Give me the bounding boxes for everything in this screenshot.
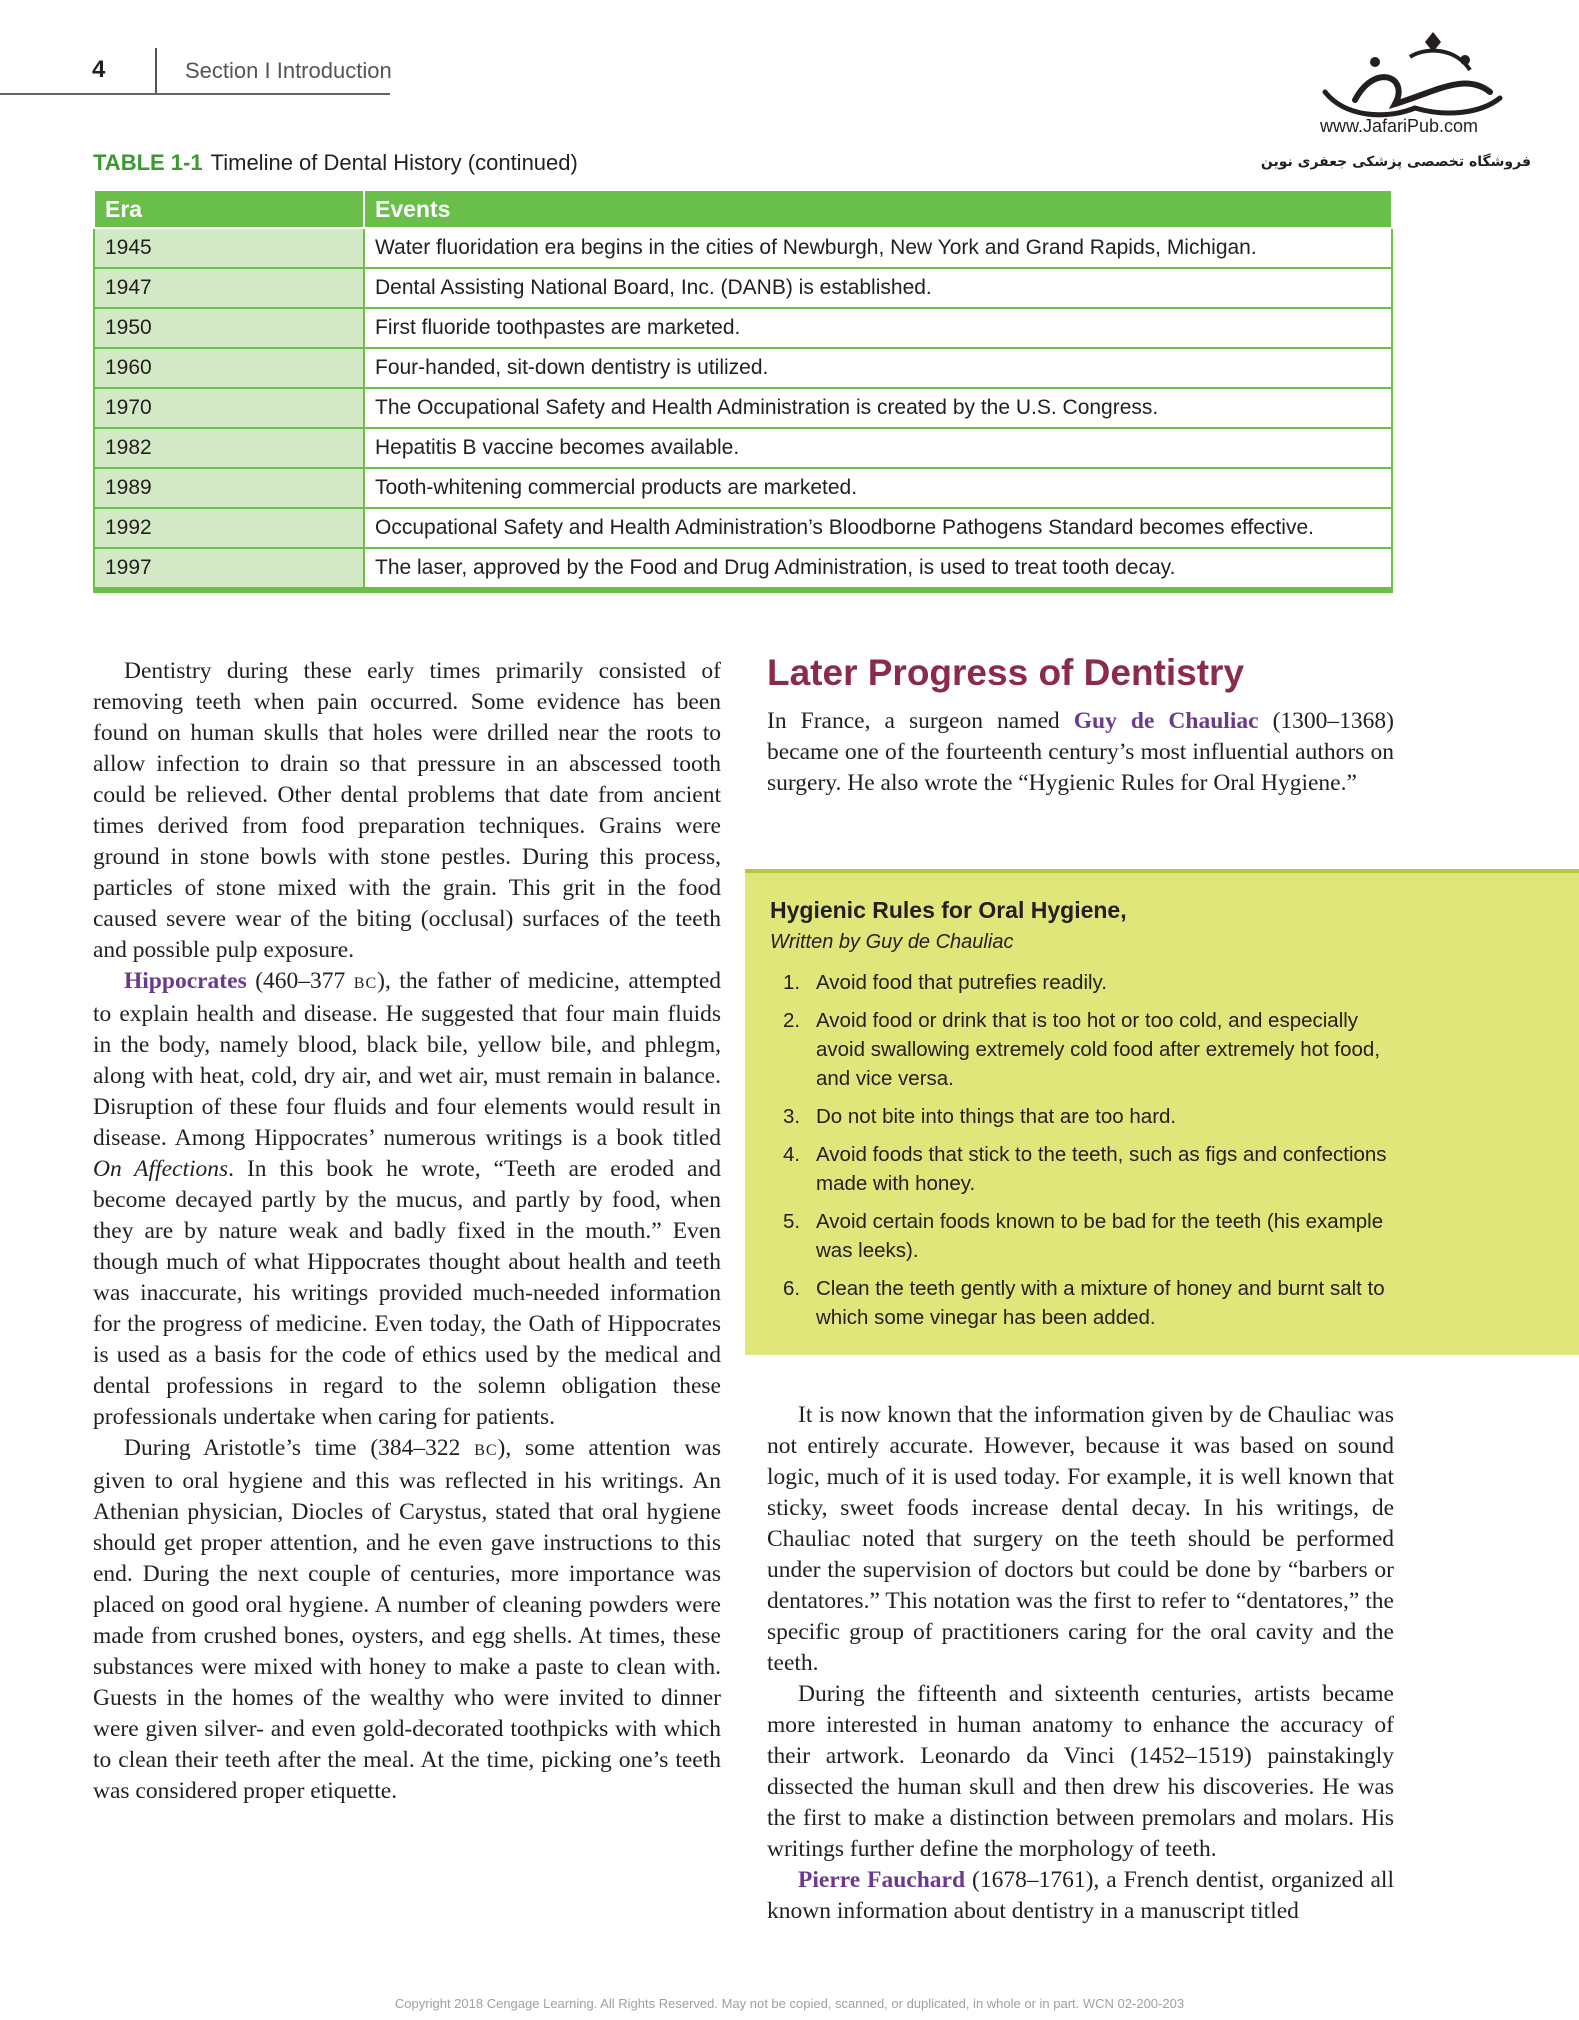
era-cell: 1992 xyxy=(94,508,364,548)
body-text: During Aristotle’s time (384–322 xyxy=(124,1435,475,1461)
box-title: Hygienic Rules for Oral Hygiene, xyxy=(770,897,1127,923)
era-cell: 1989 xyxy=(94,468,364,508)
right-column-body xyxy=(767,1400,1394,1927)
list-item xyxy=(780,1102,1400,1131)
list-item xyxy=(780,968,1400,997)
event-cell: The Occupational Safety and Health Administration is created by the U.S. Congress. xyxy=(364,388,1392,428)
table-header-events: Events xyxy=(364,190,1392,228)
table-row xyxy=(94,468,1392,508)
body-text: ), some attention was given to oral hygiene and this was reflected in his writings. An Athenian physician, Diocles of Carystus, stated that oral hygiene should get proper attention, and he even gave instructions to this end. During the next couple of centuries, more importance was placed on good oral hygiene. A number of cleaning powders were made from crushed bones, oysters, and egg shells. At times, these substances were mixed with honey to make a paste to clean with. Guests in the homes of the wealthy who were invited to dinner were given silver- and even gold-decorated toothpicks with which to clean their teeth after the meal. At the time, picking one’s teeth was considered proper etiquette. xyxy=(93,1435,721,1804)
list-text: Clean the teeth gently with a mixture of honey and burnt salt to which some vinegar has been added. xyxy=(816,1277,1385,1329)
table-row xyxy=(94,428,1392,468)
person-name-chauliac: Guy de Chauliac xyxy=(1073,708,1259,734)
event-cell: Occupational Safety and Health Administration’s Bloodborne Pathogens Standard becomes effective. xyxy=(364,508,1392,548)
era-cell: 1970 xyxy=(94,388,364,428)
event-cell: Tooth-whitening commercial products are marketed. xyxy=(364,468,1392,508)
body-paragraph: Dentistry during these early times primarily consisted of removing teeth when pain occurred. Some evidence has been found on human skulls that holes were drilled near the roots to allow infection to drain so that pressure in an abscessed tooth could be relieved. Other dental problems that date from ancient times derived from food preparation techniques. Grains were ground in stone bowls with stone pestles. During this process, particles of stone mixed with the grain. This grit in the food caused severe wear of the biting (occlusal) surfaces of the teeth and possible pulp exposure. xyxy=(93,658,721,963)
list-text: Do not bite into things that are too hard. xyxy=(816,1105,1177,1128)
list-number: 1. xyxy=(783,971,801,994)
body-text: In France, a surgeon named xyxy=(767,708,1074,734)
list-number: 2. xyxy=(783,1009,801,1032)
era-cell: 1950 xyxy=(94,308,364,348)
body-paragraph xyxy=(93,966,721,1433)
list-text: Avoid food or drink that is too hot or too cold, and especially avoid swallowing extremely cold food after extremely hot food, and vice versa. xyxy=(816,1009,1381,1090)
body-paragraph: During the fifteenth and sixteenth centuries, artists became more interested in human anatomy to enhance the accuracy of their artwork. Leonardo da Vinci (1452–1519) painstakingly dissected the human skull and then drew his discoveries. He was the first to make a distinction between premolars and molars. His writings further define the morphology of teeth. xyxy=(767,1681,1394,1862)
table-row xyxy=(94,268,1392,308)
table-row xyxy=(94,348,1392,388)
header-rule xyxy=(0,93,390,95)
list-text: Avoid food that putrefies readily. xyxy=(816,971,1107,994)
table-header-row xyxy=(94,190,1392,228)
event-cell: Four-handed, sit-down dentistry is utilized. xyxy=(364,348,1392,388)
list-number: 4. xyxy=(783,1143,801,1166)
era-cell: 1945 xyxy=(94,228,364,268)
publisher-tagline: فروشگاه تخصصی پزشکی جعفری نوین xyxy=(1260,154,1531,170)
body-text: . In this book he wrote, “Teeth are eroded and become decayed partly by the mucus, and partly by food, when they are by nature weak and badly fixed in the mouth.” Even though much of what Hippocrates thought about health and teeth was inaccurate, his writings provided much-needed information for the progress of medicine. Even today, the Oath of Hippocrates is used as a basis for the code of ethics used by the medical and dental professions in regard to the solemn obligation these professionals undertake when caring for patients. xyxy=(93,1156,721,1430)
era-abbrev: BC xyxy=(353,975,378,992)
table-row xyxy=(94,508,1392,548)
list-item xyxy=(780,1006,1400,1093)
dates-text: (460–377 xyxy=(246,968,354,994)
page-number: 4 xyxy=(92,56,106,83)
rules-list xyxy=(780,968,1400,1341)
list-text: Avoid foods that stick to the teeth, such as figs and confections made with honey. xyxy=(816,1143,1387,1195)
table-label: TABLE 1-1 xyxy=(93,150,203,175)
section-heading: Later Progress of Dentistry xyxy=(767,652,1245,693)
era-cell: 1982 xyxy=(94,428,364,468)
era-cell: 1947 xyxy=(94,268,364,308)
list-item xyxy=(780,1274,1400,1332)
event-cell: Hepatitis B vaccine becomes available. xyxy=(364,428,1392,468)
event-cell: Dental Assisting National Board, Inc. (DANB) is established. xyxy=(364,268,1392,308)
table-row xyxy=(94,228,1392,268)
book-title: On Affections xyxy=(93,1156,229,1182)
person-name-fauchard: Pierre Fauchard xyxy=(798,1867,966,1893)
body-text: ), the father of medicine, attempted to explain health and disease. He suggested that four main fluids in the body, namely blood, black bile, yellow bile, and phlegm, along with heat, cold, dry air, and wet air, must remain in balance. Disruption of these four fluids and four elements would result in disease. Among Hippocrates’ numerous writings is a book titled xyxy=(93,968,721,1151)
body-paragraph xyxy=(93,1433,721,1807)
body-paragraph xyxy=(767,706,1394,799)
list-number: 5. xyxy=(783,1210,801,1233)
box-subtitle: Written by Guy de Chauliac xyxy=(770,931,1014,953)
list-number: 3. xyxy=(783,1105,801,1128)
person-name-hippocrates: Hippocrates xyxy=(124,968,247,994)
era-cell: 1997 xyxy=(94,548,364,590)
event-cell: The laser, approved by the Food and Drug Administration, is used to treat tooth decay. xyxy=(364,548,1392,590)
list-item xyxy=(780,1207,1400,1265)
list-number: 6. xyxy=(783,1277,801,1300)
table-header-era: Era xyxy=(94,190,364,228)
right-column-intro xyxy=(767,706,1394,799)
body-paragraph xyxy=(767,1865,1394,1927)
table-caption xyxy=(93,150,578,176)
list-item xyxy=(780,1140,1400,1198)
table-row xyxy=(94,308,1392,348)
left-column xyxy=(93,656,721,1807)
publisher-url: www.JafariPub.com xyxy=(1320,116,1479,136)
body-text: (1300–1368) became one of the fourteenth century’s most influential authors on surgery. He also wrote the “Hygienic Rules for Oral Hygiene.” xyxy=(767,708,1394,796)
body-text: (1678–1761), a French dentist, organized all known information about dentistry in a manuscript titled xyxy=(767,1867,1394,1924)
era-cell: 1960 xyxy=(94,348,364,388)
table-title: Timeline of Dental History (continued) xyxy=(210,150,578,175)
timeline-table xyxy=(93,189,1393,593)
era-abbrev: BC xyxy=(474,1442,498,1459)
event-cell: Water fluoridation era begins in the cities of Newburgh, New York and Grand Rapids, Michigan. xyxy=(364,228,1392,268)
table-row xyxy=(94,548,1392,590)
header-divider xyxy=(155,48,157,94)
list-text: Avoid certain foods known to be bad for the teeth (his example was leeks). xyxy=(816,1210,1384,1262)
event-cell: First fluoride toothpastes are marketed. xyxy=(364,308,1392,348)
body-paragraph: It is now known that the information given by de Chauliac was not entirely accurate. However, because it was based on sound logic, much of it is used today. For example, it is well known that sticky, sweet foods increase dental decay. In his writings, de Chauliac noted that surgery on the teeth should be performed under the supervision of doctors but could be done by “barbers or dentatores.” This notation was the first to refer to “dentatores,” the specific group of practitioners caring for the oral cavity and the teeth. xyxy=(767,1402,1394,1676)
section-title: Section I Introduction xyxy=(185,58,392,83)
table-row xyxy=(94,388,1392,428)
copyright-footer: Copyright 2018 Cengage Learning. All Rights Reserved. May not be copied, scanned, or duplicated, in whole or in part. WCN 02-200-203 xyxy=(394,1996,1185,2011)
